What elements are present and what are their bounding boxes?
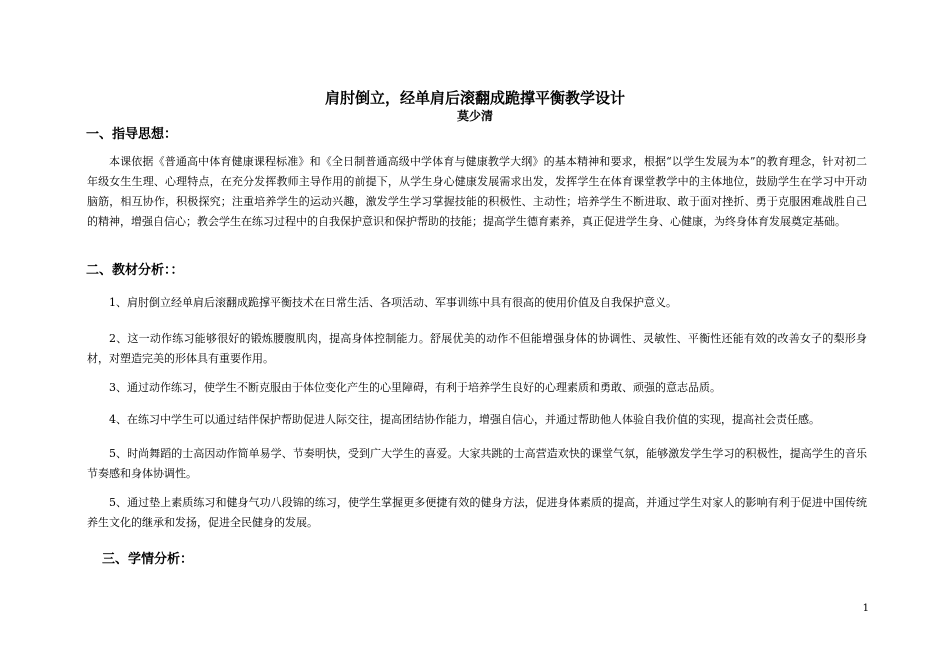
section-heading-material-analysis: 二、教材分析：： [86,263,184,278]
paragraph-guiding-ideology: 本课依据《普通高中体育健康课程标准》和《全日制普通高级中学体育与健康教学大纲》的基本精神和要求，根据“以学生发展为本”的教育理念，针对初二年级女生生理、心理特点，在充分发挥教师主导作用的前提下，从学生身心健康发展需求出发，发挥学生在体育课堂教学中的主体地位，鼓励学生在学习中开动脑筋，相互协作，积极探究；注重培养学生的运动兴趣，激发学生学习掌握技能的积极性、主动性；培养学生不断进取、敢于面对挫折、勇于克服困难战胜自己的精神，增强自信心；教会学生在练习过程中的自我保护意识和保护帮助的技能；提高学生德育素养，真正促进学生身、心健康，为终身体育发展奠定基础。 [87,155,867,228]
paragraph-material-4: 4、在练习中学生可以通过结伴保护帮助促进人际交往，提高团结协作能力，增强自信心，并通过帮助他人体验自我价值的实现，提高社会责任感。 [109,413,820,426]
paragraph-material-6: 5、通过垫上素质练习和健身气功八段锦的练习，使学生掌握更多便捷有效的健身方法，促进身体素质的提高，并通过学生对家人的影响有利于促进中国传统养生文化的继承和发扬，促进全民健身的发展。 [87,496,867,529]
paragraph-material-2: 2、这一动作练习能够很好的锻炼腰腹肌肉，提高身体控制能力。舒展优美的动作不但能增强身体的协调性、灵敏性、平衡性还能有效的改善女子的梨形身材，对塑造完美的形体具有重要作用。 [87,332,867,365]
document-author: 莫少清 [456,109,493,123]
paragraph-material-1: 1、肩肘倒立经单肩后滚翻成跪撑平衡技术在日常生活、各项活动、军事训练中具有很高的使用价值及自我保护意义。 [109,296,677,309]
paragraph-material-3: 3、通过动作练习，使学生不断克服由于体位变化产生的心里障碍，有利于培养学生良好的心理素质和勇敢、顽强的意志品质。 [109,381,721,394]
page-number: 1 [862,603,869,614]
section-heading-guiding-ideology: 一、指导思想： [86,127,178,142]
document-title: 肩肘倒立，经单肩后滚翻成跪撑平衡教学设计 [324,89,625,107]
section-heading-student-analysis: 三、学情分析： [102,552,194,567]
paragraph-material-5: 5、时尚舞蹈的士高因动作简单易学、节奏明快，受到广大学生的喜爱。大家共跳的士高营造欢快的课堂气氛，能够激发学生学习的积极性，提高学生的音乐节奏感和身体协调性。 [87,447,867,480]
